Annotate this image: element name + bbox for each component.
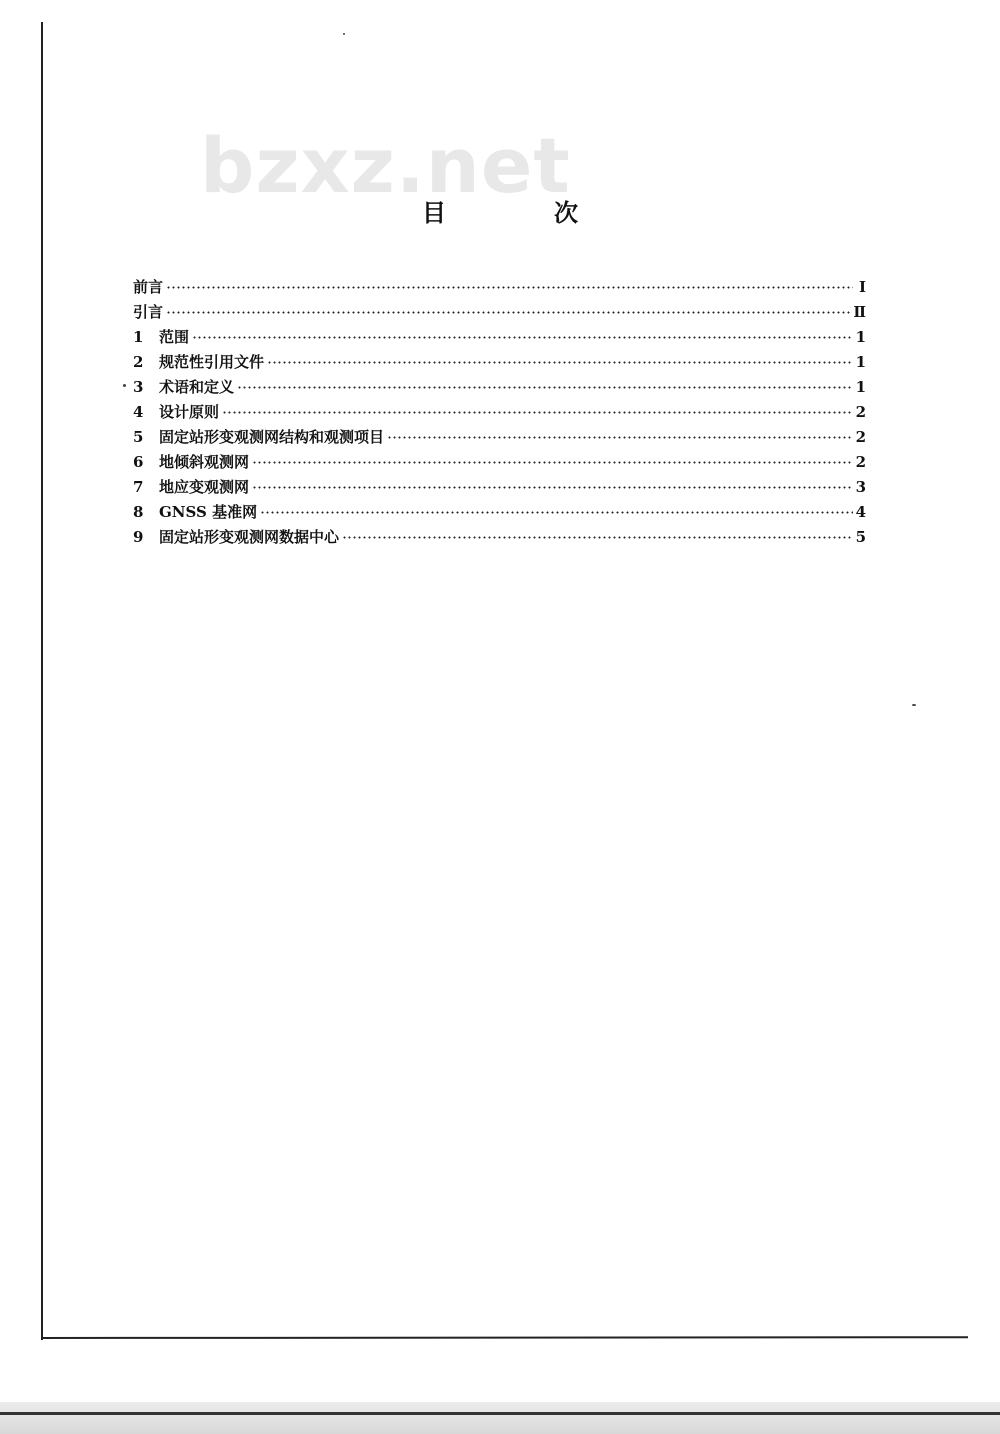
toc-title: 目 次 <box>422 199 620 227</box>
toc-leader-dots <box>342 536 853 539</box>
toc-entry-page: 3 <box>855 478 866 496</box>
toc-entry-number: 1 <box>133 328 144 346</box>
toc-entry-label: 前言 <box>133 278 164 296</box>
toc-entry[interactable] <box>133 476 866 501</box>
toc-entry-page: 4 <box>855 503 866 521</box>
toc-entry-label: 地应变观测网 <box>159 478 250 496</box>
toc-entry-number: 9 <box>133 528 144 546</box>
toc-leader-dots <box>252 486 853 489</box>
toc-entry-page: 1 <box>855 353 866 371</box>
toc-entry[interactable] <box>133 326 866 351</box>
toc-entry[interactable] <box>133 526 866 551</box>
toc-leader-dots <box>252 461 853 464</box>
toc-entry-number: 5 <box>133 428 144 446</box>
toc-entry-page: Ⅱ <box>853 303 866 321</box>
toc-leader-dots <box>166 286 853 289</box>
scan-edge-strip <box>0 1402 1000 1434</box>
toc-entry-page: 5 <box>855 528 866 546</box>
watermark: bzxz.net <box>200 121 571 210</box>
toc-leader-dots <box>237 386 853 389</box>
toc-leader-dots <box>260 511 852 514</box>
toc-entry-page: 2 <box>855 403 866 421</box>
toc-entry-number: 3 <box>133 378 144 396</box>
toc-entry[interactable] <box>133 376 866 401</box>
scan-edge-line <box>0 1412 1000 1415</box>
toc-entry[interactable] <box>133 451 866 476</box>
toc-entry-number: 4 <box>133 403 144 421</box>
toc-entry-number: 6 <box>133 453 144 471</box>
toc-entry[interactable] <box>133 276 866 301</box>
toc-entry[interactable] <box>133 426 866 451</box>
toc-entry-number: 8 <box>133 503 144 521</box>
scan-speck <box>912 704 916 706</box>
toc-entry-page: 1 <box>855 328 866 346</box>
toc-entry-label: 固定站形变观测网结构和观测项目 <box>159 428 385 446</box>
scan-speck <box>123 384 126 387</box>
toc-entry-number: 2 <box>133 353 144 371</box>
toc-entry-label: 范围 <box>159 328 190 346</box>
toc-entry-label: GNSS 基准网 <box>159 503 258 521</box>
toc-leader-dots <box>387 436 853 439</box>
toc-entry-label: 规范性引用文件 <box>159 353 265 371</box>
toc-entry-page: Ⅰ <box>858 278 866 296</box>
toc-leader-dots <box>267 361 853 364</box>
toc-entry-label: 设计原则 <box>159 403 220 421</box>
toc-entry[interactable] <box>133 351 866 376</box>
table-of-contents <box>133 276 866 551</box>
toc-entry-label: 术语和定义 <box>159 378 235 396</box>
toc-leader-dots <box>222 411 853 414</box>
toc-entry[interactable] <box>133 501 866 526</box>
toc-entry-page: 2 <box>855 453 866 471</box>
toc-entry-label: 地倾斜观测网 <box>159 453 250 471</box>
toc-leader-dots <box>192 336 853 339</box>
page-bottom-border <box>41 1336 968 1339</box>
toc-entry-label: 固定站形变观测网数据中心 <box>159 528 340 546</box>
toc-entry[interactable] <box>133 301 866 326</box>
toc-entry-number: 7 <box>133 478 144 496</box>
toc-entry-page: 1 <box>855 378 866 396</box>
toc-entry-page: 2 <box>855 428 866 446</box>
toc-entry-label: 引言 <box>133 303 164 321</box>
scan-speck <box>343 33 345 35</box>
toc-entry[interactable] <box>133 401 866 426</box>
toc-leader-dots <box>166 311 850 314</box>
